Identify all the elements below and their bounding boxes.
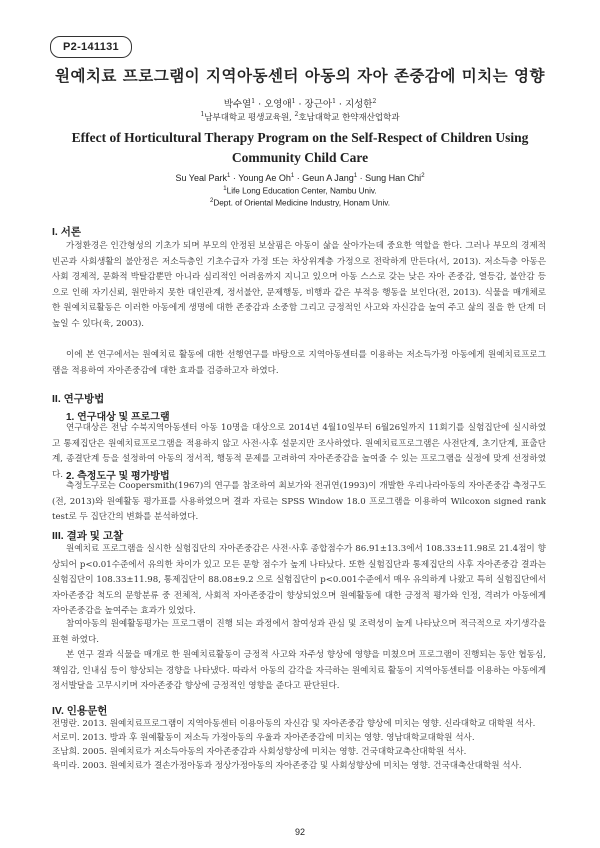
affiliation-english-1 bbox=[0, 186, 600, 196]
results-paragraph-3 bbox=[52, 648, 546, 695]
authors-korean bbox=[0, 96, 600, 110]
section-heading-introduction: I. 서론 bbox=[52, 226, 82, 238]
section-heading-references: IV. 인용문헌 bbox=[52, 705, 108, 717]
title-korean: 원예치료 프로그램이 지역아동센터 아동의 자아 존중감에 미치는 영향 bbox=[55, 66, 545, 85]
author-affil-mark: 1 bbox=[291, 97, 296, 105]
author-affil-mark: 1 bbox=[227, 173, 231, 179]
affiliation-text: 남부대학교 평생교육원, bbox=[204, 113, 295, 123]
introduction-paragraph-2 bbox=[52, 348, 546, 379]
author-affil-mark: 1 bbox=[290, 173, 295, 179]
methods-paragraph-2 bbox=[52, 479, 546, 526]
results-paragraph-1 bbox=[52, 542, 546, 620]
reference-item: 조남희. 2005. 원예치료가 저소득아동의 자아존중감과 사회성향상에 미치는 영향. 건국대학교축산대학원 석사. bbox=[52, 747, 467, 757]
paragraph-text: 원예치료 프로그램을 실시한 실험집단의 자아존중감은 사전·사후 종합점수가 86.91±13.3에서 108.33±11.98로 21.4점이 향상되어 p<0.01수준에서 유의한 차이가 있고 모든 문항 점수가 높게 나타났다. 또한 실험집단과 통제집단의 사후 자아존중감 결과는 실험집단이 108.33±11.98, 통제집단이 88.08±9.2 으로 실험집단이 p<0.001수준에서 매우 유의하게 나왔고 특히 실험집단에서 자아존중감 척도의 문항분류 중 전체적, 사회적 자아존중감이 향상되었으며 원예활동에 대한 긍정적 평가와 인정, 격려가 아동에게 자아존중감을 높여주는 효과가 있었다. bbox=[52, 544, 546, 617]
author-separator: · bbox=[255, 99, 265, 110]
author-affil-mark: 1 bbox=[353, 173, 358, 179]
author-separator: · bbox=[335, 99, 345, 110]
affiliations-korean bbox=[0, 111, 600, 123]
affiliation-text: Dept. of Oriental Medicine Industry, Honam Univ. bbox=[213, 198, 391, 208]
author-name: Geun A Jang bbox=[302, 173, 354, 183]
poster-id-badge: P2-141131 bbox=[50, 36, 132, 58]
subsection-heading-subjects: 1. 연구대상 및 프로그램 bbox=[66, 412, 170, 423]
paragraph-text: 이에 본 연구에서는 원예치료 활동에 대한 선행연구를 바탕으로 지역아동센터를 이용하는 저소득가정 아동에게 원예치료프로그램을 적용하여 자아존중감에 대한 효과를 검증하고자 하였다. bbox=[52, 350, 546, 376]
author-affil-mark: 1 bbox=[251, 97, 256, 105]
affil-mark: 1 bbox=[223, 186, 227, 192]
affiliation-english-2 bbox=[0, 198, 600, 208]
author-name: Sung Han Chi bbox=[365, 173, 422, 183]
author-separator: · bbox=[295, 99, 305, 110]
author-separator: · bbox=[357, 173, 366, 183]
reference-item: 서로미. 2013. 방과 후 원예활동이 저소득 가정아동의 우울과 자아존중감에 미치는 영향. 영남대학교대학원 석사. bbox=[52, 733, 475, 743]
author-separator: · bbox=[294, 173, 303, 183]
section-heading-results: III. 결과 및 고찰 bbox=[52, 530, 124, 542]
author-separator: · bbox=[230, 173, 239, 183]
page-number: 92 bbox=[294, 827, 305, 837]
author-affil-mark: 2 bbox=[421, 173, 425, 179]
paragraph-text: 측정도구로는 Coopersmith(1967)의 연구를 참조하여 최보가와 전귀연(1993)이 개발한 우리나라아동의 자아존중감 측정구도(전, 2013)와 원예활동 평가표를 사용하였으며 결과 자료는 SPSS Window 18.0 프로그램을 이용하여 Wilcoxon signed rank test로 두 집단간의 변화를 분석하였다. bbox=[52, 481, 546, 523]
author-name: 장근아 bbox=[304, 99, 333, 110]
reference-item: 전명란. 2013. 원예치료프로그램이 지역아동센터 이용아동의 자신감 및 자아존중감 향상에 미치는 영향. 신라대학교 대학원 석사. bbox=[52, 719, 536, 729]
paragraph-text: 연구대상은 전남 수북지역아동센터 아동 10명을 대상으로 2014년 4월10일부터 6월26일까지 11회기를 실험집단에 실시하였고 통제집단은 원예치료프로그램을 적용하지 않고 사전·사후 설문지만 조사하였다. 원예치료프로그램은 사전단계, 초기단계, 표출단계, 종결단계 등을 설정하여 아동의 정서적, 행동적 문제를 고려하여 자아존중감을 높여줄 수 있는 프로그램을 실정에 맞게 선정하였다. bbox=[52, 423, 546, 480]
paragraph-text: 참여아동의 원예활동평가는 프로그램이 진행 되는 과정에서 참여성과 관심 및 조력성이 높게 나타났으며 적극적으로 자기생각을 표현 하였다. bbox=[52, 619, 546, 645]
section-heading-methods: II. 연구방법 bbox=[52, 393, 105, 405]
author-name: Su Yeal Park bbox=[175, 173, 227, 183]
reference-item: 육미라. 2003. 원예치료가 결손가정아동과 정상가정아동의 자아존중감 및 사회성향상에 미치는 영향. 건국대축산대학원 석사. bbox=[52, 761, 522, 771]
author-affil-mark: 1 bbox=[332, 97, 336, 105]
author-affil-mark: 2 bbox=[372, 97, 377, 105]
author-name: 오영애 bbox=[264, 99, 292, 110]
authors-english bbox=[0, 173, 600, 183]
subsection-heading-measures: 2. 측정도구 및 평가방법 bbox=[66, 471, 170, 482]
paragraph-text: 본 연구 결과 식물을 매개로 한 원예치료활동이 긍정적 사고와 자주성 향상에 영향을 미쳤으며 프로그램이 진행되는 동안 협동심, 책임감, 인내심 등이 향상되는 경향을 나타냈다. 따라서 아동의 감각을 자극하는 원예치료 활동이 지역아동센터를 이용하는 아동에게 정서발달을 고무시키며 자아존중감 향상에 긍정적인 영향을 준다고 판단된다. bbox=[52, 650, 546, 692]
affil-mark: 2 bbox=[209, 198, 214, 204]
author-name: Young Ae Oh bbox=[238, 173, 291, 183]
author-name: 박수열 bbox=[223, 99, 252, 110]
affil-mark: 1 bbox=[200, 111, 205, 119]
results-paragraph-2 bbox=[52, 617, 546, 648]
paragraph-text: 가정환경은 인간형성의 기초가 되며 부모의 안정된 보살핌은 아동이 삶을 살아가는데 중요한 역할을 한다. 그러나 부모의 경제적 빈곤과 사회생활의 불안정은 저소득층인 기초수급자 가정 또는 차상위계층 가정으로 전락하게 만든다(서, 2013). 저소득층 아동은 사회 경제적, 문화적 박탈감뿐만 아니라 심리적인 어려움까지 지니고 있으며 아동 스스로 갖는 낮은 자아 존중감, 열등감, 불안감 등으로 인해 자기신뢰, 원만하지 못한 대인관계, 정서불안, 문제행동, 비행과 같은 부적응 행동을 보인다(전, 2013). 식물을 매개체로 한 원예치료활동은 이러한 아동에게 생명에 대한 존중감과 소중함 그리고 긍정적인 사고와 자신감을 높여 주고 삶의 질을 한 단계 더 높일 수 있다(육, 2003). bbox=[52, 241, 546, 329]
title-english: Effect of Horticultural Therapy Program on the Self-Respect of Children Using Community Child Care bbox=[71, 130, 529, 165]
affil-mark: 2 bbox=[294, 111, 299, 119]
affiliation-text: 호남대학교 한약재산업학과 bbox=[298, 113, 400, 123]
author-name: 지성한 bbox=[344, 99, 373, 110]
affiliation-text: Life Long Education Center, Nambu Univ. bbox=[226, 186, 377, 196]
introduction-paragraph-1 bbox=[52, 239, 546, 333]
